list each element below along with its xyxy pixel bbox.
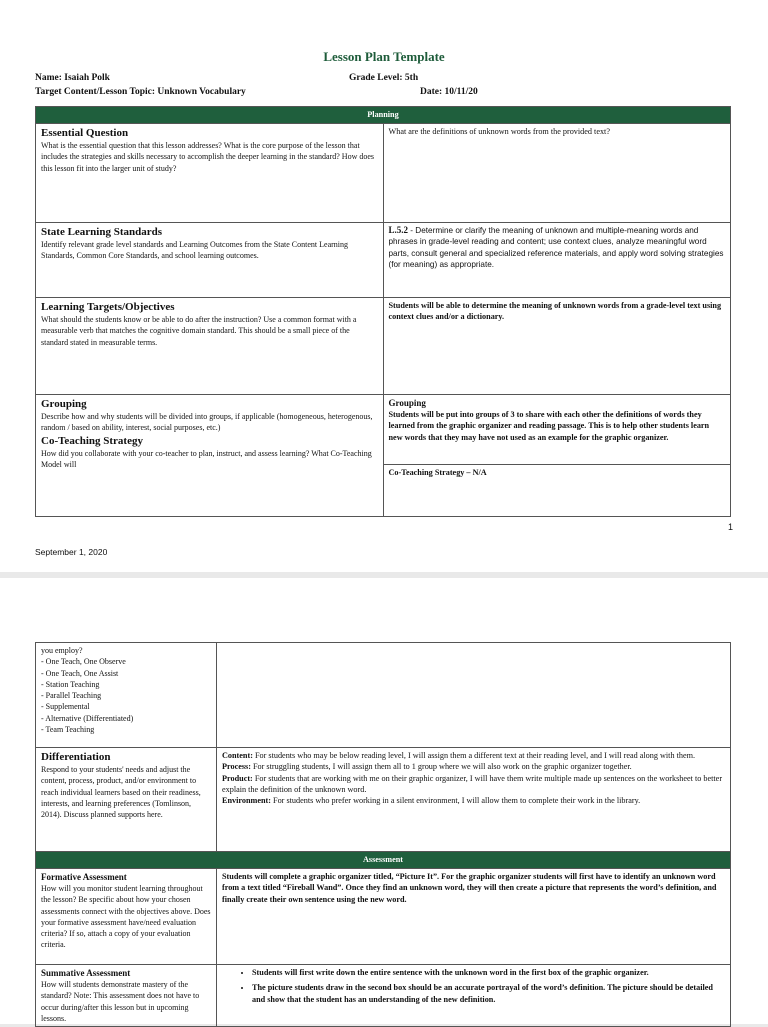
teacher-name: Name: Isaiah Polk	[35, 73, 110, 83]
targets-row	[36, 298, 731, 395]
page-2	[0, 578, 768, 1024]
grouping-row	[36, 395, 731, 465]
diff-product-text: For students that are working with me on their graphic organizer, I will have them write multiple made up sentences on the worksheet to better explain the definition of the unknown word.	[222, 773, 723, 794]
formative-row	[36, 869, 731, 965]
diff-environment	[222, 795, 725, 806]
formative-label	[36, 869, 217, 965]
coteaching-continued-response	[217, 643, 731, 748]
essential-question-desc: What is the essential question that this lesson addresses? What is the core purpose of the lesson that includes the strategies and skills necessary to accomplish the deeper learning in the standard? How does this lesson fit into the larger unit of study?	[41, 141, 375, 173]
diff-environment-text: For students who prefer working in a silent environment, I will allow them to complete their work in the library.	[270, 796, 641, 806]
diff-product-label: Product:	[222, 773, 253, 783]
essential-question-heading: Essential Question	[41, 127, 129, 139]
diff-process	[222, 761, 725, 772]
assessment-band: Assessment	[36, 852, 731, 869]
planning-table	[35, 106, 731, 517]
page-number: 1	[727, 522, 733, 532]
footer-date: September 1, 2020	[35, 547, 108, 557]
essential-question-label	[36, 124, 384, 223]
coteaching-desc: How did you collaborate with your co-teacher to plan, instruct, and assess learning? What Co-Teaching Model will	[41, 448, 372, 469]
summative-bullet: • Students will first write down the entire sentence with the unknown word in the first box of the graphic organizer.	[252, 967, 725, 978]
planning-band: Planning	[36, 107, 731, 124]
summative-bullet: • The picture students draw in the second box should be an accurate portrayal of the word’s definition. The picture should be detailed and show that the student has an understanding of the new definition.	[252, 982, 725, 1005]
differentiation-label	[36, 748, 217, 852]
standards-response	[383, 223, 731, 298]
document-title: Lesson Plan Template	[323, 49, 445, 64]
summative-label	[36, 965, 217, 1027]
coteaching-model-item: - Parallel Teaching	[41, 691, 102, 701]
diff-content	[222, 750, 725, 761]
formative-response: Students will complete a graphic organizer titled, “Picture It”. For the graphic organizer students will first have to identify an unknown word from a text titled “Fireball Wand”. Once they find an unknown word, they will then create a picture that represents the word’s definition, and finally create their own sentence using the new word.	[217, 869, 731, 965]
summative-row	[36, 965, 731, 1027]
lesson-topic: Target Content/Lesson Topic: Unknown Vocabulary	[35, 87, 246, 97]
targets-heading: Learning Targets/Objectives	[41, 301, 175, 313]
coteaching-model-item: - One Teach, One Observe	[41, 657, 126, 667]
grouping-heading: Grouping	[41, 398, 87, 410]
grouping-label	[36, 395, 384, 517]
formative-desc: How will you monitor student learning throughout the lesson? Be specific about how your chosen assessments connect with the objectives above. Does your formative assessment have/need evaluation criteria? If so, attach a copy of your evaluation criteria.	[41, 884, 211, 950]
standard-text: - Determine or clarify the meaning of unknown and multiple-meaning words and phrases in grade-level reading and content; use context clues, analyze meaningful word parts, consult general and specialized reference materials, and apply word solving strategies (for meaning) as appropriate.	[388, 226, 724, 269]
summative-list	[222, 967, 725, 1005]
coteaching-model-item: - Station Teaching	[41, 679, 100, 689]
diff-process-text: For struggling students, I will assign them all to 1 group where we will also work on the graphic organizer together.	[250, 762, 632, 772]
essential-question-response: What are the definitions of unknown words from the provided text?	[383, 124, 731, 223]
coteaching-model-item: - Alternative (Differentiated)	[41, 713, 134, 723]
standards-desc: Identify relevant grade level standards and Learning Outcomes from the State Content Learning Standards, Common Core Standards, and school learning outcomes.	[41, 240, 349, 261]
summative-desc: How will students demonstrate mastery of the standard? Note: This assessment does not have to occur during/after this lesson but in upcoming lessons.	[41, 980, 200, 1023]
targets-desc: What should the students know or be able to do after the instruction? Use a common format with a measurable verb that matches the cognitive domain standard. This should be a small piece of the standard stated in measurable terms.	[41, 315, 357, 347]
grouping-response-heading: Grouping	[388, 398, 426, 408]
lesson-date: Date: 10/11/20	[420, 87, 478, 97]
diff-process-label: Process:	[222, 762, 251, 772]
summative-response	[217, 965, 731, 1027]
grade-level: Grade Level: 5th	[349, 73, 419, 83]
differentiation-heading: Differentiation	[41, 751, 111, 763]
coteaching-model-item: - Supplemental	[41, 702, 90, 712]
standards-heading: State Learning Standards	[41, 226, 163, 238]
diff-product	[222, 773, 725, 796]
differentiation-desc: Respond to your students' needs and adjust the content, process, product, and/or environment to reach individual learners based on their readiness, interests, and learning preferences (Tomlinson, 2014). Discuss planned supports here.	[41, 765, 201, 820]
diff-content-text: For students who may be below reading level, I will assign them a different text at their reading level, and I will read along with them.	[252, 751, 696, 760]
differentiation-row	[36, 748, 731, 852]
coteaching-response: Co-Teaching Strategy – N/A	[383, 465, 731, 517]
standards-label	[36, 223, 384, 298]
standard-code: L.5.2	[388, 225, 409, 235]
diff-environment-label: Environment:	[222, 796, 271, 806]
standards-row	[36, 223, 731, 298]
coteaching-model-item: - Team Teaching	[41, 725, 95, 735]
grouping-desc: Describe how and why students will be divided into groups, if applicable (homogeneous, heterogenous, random / based on ability, interest, social purposes, etc.)	[41, 412, 373, 433]
coteaching-continued-label	[36, 643, 217, 748]
coteaching-desc-continued: you employ?	[41, 646, 83, 655]
targets-label	[36, 298, 384, 395]
coteaching-continued-row	[36, 643, 731, 748]
targets-response: Students will be able to determine the meaning of unknown words from a grade-level text using context clues and/or a dictionary.	[383, 298, 731, 395]
diff-content-label: Content:	[222, 751, 253, 760]
differentiation-response	[217, 748, 731, 852]
essential-question-row	[36, 124, 731, 223]
grouping-response	[383, 395, 731, 465]
planning-table-continued	[35, 642, 731, 1027]
formative-heading: Formative Assessment	[41, 872, 127, 882]
grouping-response-text: Students will be put into groups of 3 to share with each other the definitions of words they learned from the graphic organizer and reading passage. This is to help other students learn new words that they may have not used as an example for the graphic organizer.	[388, 410, 710, 442]
summative-heading: Summative Assessment	[41, 968, 131, 978]
coteaching-heading: Co-Teaching Strategy	[41, 434, 143, 447]
coteaching-model-item: - One Teach, One Assist	[41, 668, 119, 678]
